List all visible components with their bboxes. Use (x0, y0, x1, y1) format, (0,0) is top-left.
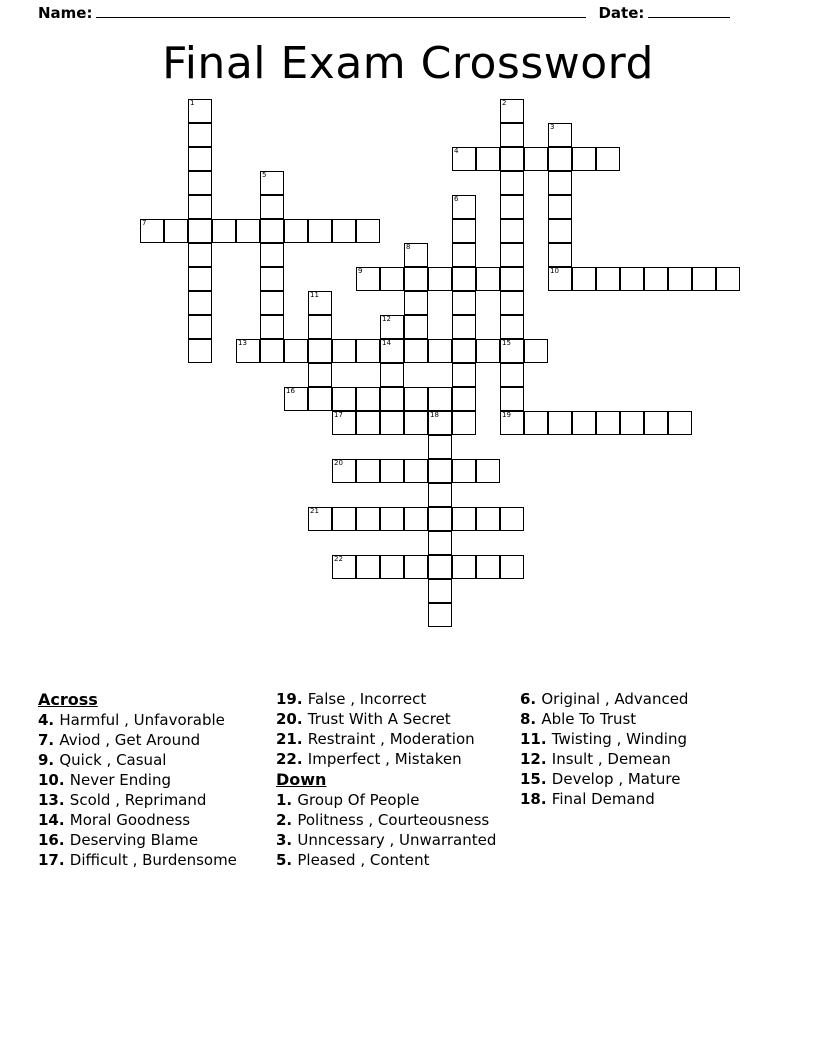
across-heading: Across (38, 690, 98, 709)
student-info-line (38, 0, 778, 22)
crossword-cell[interactable] (260, 219, 284, 243)
clue-text: Original , Advanced (541, 690, 689, 708)
cell-number: 12 (382, 315, 391, 323)
crossword-cell[interactable] (500, 195, 524, 219)
crossword-cell[interactable] (380, 387, 404, 411)
crossword-cell[interactable] (428, 579, 452, 603)
crossword-cell[interactable] (188, 219, 212, 243)
clue-text: Develop , Mature (551, 770, 681, 788)
crossword-cell[interactable] (452, 147, 476, 171)
clue-item (520, 710, 764, 729)
crossword-cell[interactable] (476, 147, 500, 171)
clue-text: Quick , Casual (59, 751, 167, 769)
clue-text: Pleased , Content (297, 851, 430, 869)
crossword-cell[interactable] (188, 267, 212, 291)
crossword-cell[interactable] (524, 411, 548, 435)
crossword-cell[interactable] (380, 339, 404, 363)
crossword-cell[interactable] (332, 339, 356, 363)
cell-number: 13 (238, 339, 247, 347)
crossword-cell[interactable] (380, 411, 404, 435)
clue-number: 19. (276, 690, 308, 708)
crossword-cell[interactable] (356, 267, 380, 291)
crossword-cell[interactable] (644, 411, 668, 435)
clue-number: 15. (520, 770, 552, 788)
crossword-cell[interactable] (524, 339, 548, 363)
crossword-cell[interactable] (452, 243, 476, 267)
clue-item (38, 771, 270, 790)
clue-number: 10. (38, 771, 70, 789)
clue-text: Trust With A Secret (307, 710, 451, 728)
crossword-cell[interactable] (572, 411, 596, 435)
crossword-cell[interactable] (476, 267, 500, 291)
clue-number: 4. (38, 711, 60, 729)
crossword-cell[interactable] (188, 147, 212, 171)
crossword-cell[interactable] (500, 243, 524, 267)
cell-number: 20 (334, 459, 343, 467)
clue-item (276, 730, 514, 749)
clue-text: Imperfect , Mistaken (307, 750, 462, 768)
clue-item (38, 791, 270, 810)
clue-text: Harmful , Unfavorable (59, 711, 225, 729)
crossword-cell[interactable] (380, 555, 404, 579)
crossword-cell[interactable] (404, 459, 428, 483)
crossword-cell[interactable] (356, 507, 380, 531)
crossword-cell[interactable] (380, 315, 404, 339)
crossword-cell[interactable] (548, 195, 572, 219)
crossword-cell[interactable] (260, 267, 284, 291)
crossword-cell[interactable] (500, 291, 524, 315)
crossword-cell[interactable] (356, 411, 380, 435)
clue-item (276, 750, 514, 769)
crossword-grid[interactable] (38, 99, 778, 659)
crossword-cell[interactable] (428, 267, 452, 291)
crossword-cell[interactable] (260, 291, 284, 315)
cell-number: 11 (310, 291, 319, 299)
clue-number: 12. (520, 750, 552, 768)
crossword-cell[interactable] (332, 387, 356, 411)
cell-number: 22 (334, 555, 343, 563)
crossword-cell[interactable] (476, 507, 500, 531)
clue-text: Politness , Courteousness (297, 811, 490, 829)
crossword-cell[interactable] (188, 195, 212, 219)
crossword-cell[interactable] (236, 339, 260, 363)
crossword-cell[interactable] (428, 435, 452, 459)
clue-number: 2. (276, 811, 298, 829)
crossword-cell[interactable] (164, 219, 188, 243)
cell-number: 17 (334, 411, 343, 419)
cell-number: 2 (502, 99, 507, 107)
crossword-cell[interactable] (452, 363, 476, 387)
crossword-cell[interactable] (500, 171, 524, 195)
crossword-cell[interactable] (308, 219, 332, 243)
crossword-cell[interactable] (428, 555, 452, 579)
clue-number: 21. (276, 730, 308, 748)
clue-text: Able To Trust (541, 710, 637, 728)
crossword-cell[interactable] (188, 291, 212, 315)
clue-text: Scold , Reprimand (69, 791, 207, 809)
crossword-cell[interactable] (380, 459, 404, 483)
crossword-cell[interactable] (452, 267, 476, 291)
crossword-cell[interactable] (380, 363, 404, 387)
crossword-cell[interactable] (500, 507, 524, 531)
cell-number: 14 (382, 339, 391, 347)
crossword-cell[interactable] (404, 315, 428, 339)
crossword-cell[interactable] (308, 339, 332, 363)
crossword-cell[interactable] (476, 339, 500, 363)
crossword-cell[interactable] (308, 291, 332, 315)
clue-item (276, 851, 514, 870)
crossword-cell[interactable] (212, 219, 236, 243)
crossword-cell[interactable] (548, 171, 572, 195)
clue-text: Moral Goodness (69, 811, 191, 829)
crossword-cell[interactable] (308, 363, 332, 387)
crossword-cell[interactable] (260, 339, 284, 363)
crossword-cell[interactable] (428, 507, 452, 531)
crossword-cell[interactable] (404, 411, 428, 435)
cell-number: 21 (310, 507, 319, 515)
name-label: Name: (38, 4, 93, 22)
crossword-cell[interactable] (644, 267, 668, 291)
clue-column-1 (38, 690, 276, 871)
clue-number: 7. (38, 731, 60, 749)
name-write-line[interactable] (96, 7, 586, 18)
clue-number: 18. (520, 790, 552, 808)
clue-item (276, 811, 514, 830)
date-label: Date: (598, 4, 645, 22)
crossword-cell[interactable] (260, 171, 284, 195)
crossword-cell[interactable] (452, 387, 476, 411)
crossword-cell[interactable] (500, 123, 524, 147)
crossword-cell[interactable] (668, 267, 692, 291)
clue-text: Restraint , Moderation (307, 730, 475, 748)
crossword-cell[interactable] (452, 291, 476, 315)
crossword-cell[interactable] (236, 219, 260, 243)
crossword-cell[interactable] (188, 315, 212, 339)
crossword-cell[interactable] (572, 147, 596, 171)
crossword-cell[interactable] (428, 459, 452, 483)
crossword-cell[interactable] (452, 507, 476, 531)
crossword-cell[interactable] (500, 219, 524, 243)
cell-number: 9 (358, 267, 363, 275)
clue-number: 11. (520, 730, 552, 748)
clue-item (520, 790, 764, 809)
clue-number: 6. (520, 690, 542, 708)
crossword-cell[interactable] (188, 243, 212, 267)
crossword-cell[interactable] (356, 339, 380, 363)
clue-item (276, 831, 514, 850)
crossword-cell[interactable] (500, 363, 524, 387)
clue-item (520, 770, 764, 789)
crossword-cell[interactable] (500, 411, 524, 435)
crossword-cell[interactable] (284, 387, 308, 411)
crossword-cell[interactable] (356, 387, 380, 411)
clue-item (38, 751, 270, 770)
crossword-cell[interactable] (596, 147, 620, 171)
crossword-cell[interactable] (260, 243, 284, 267)
crossword-cell[interactable] (500, 339, 524, 363)
clue-item (276, 791, 514, 810)
cell-number: 6 (454, 195, 459, 203)
crossword-cell[interactable] (452, 411, 476, 435)
crossword-cell[interactable] (596, 267, 620, 291)
crossword-cell[interactable] (548, 411, 572, 435)
crossword-cell[interactable] (380, 267, 404, 291)
clue-text: Difficult , Burdensome (69, 851, 237, 869)
crossword-cell[interactable] (500, 315, 524, 339)
down-heading: Down (276, 770, 327, 789)
clue-item (38, 851, 270, 870)
crossword-cell[interactable] (284, 339, 308, 363)
clue-number: 14. (38, 811, 70, 829)
clue-number: 5. (276, 851, 298, 869)
clue-item (520, 750, 764, 769)
clue-number: 16. (38, 831, 70, 849)
crossword-cell[interactable] (500, 267, 524, 291)
clue-item (38, 731, 270, 750)
crossword-cell[interactable] (332, 507, 356, 531)
crossword-cell[interactable] (452, 339, 476, 363)
crossword-cell[interactable] (260, 195, 284, 219)
crossword-cell[interactable] (548, 243, 572, 267)
crossword-cell[interactable] (452, 219, 476, 243)
crossword-cell[interactable] (260, 315, 284, 339)
clue-text: False , Incorrect (307, 690, 427, 708)
crossword-cell[interactable] (140, 219, 164, 243)
clue-column-3 (520, 690, 770, 871)
cell-number: 10 (550, 267, 559, 275)
crossword-cell[interactable] (404, 267, 428, 291)
crossword-cell[interactable] (188, 339, 212, 363)
cell-number: 5 (262, 171, 267, 179)
crossword-cell[interactable] (476, 459, 500, 483)
cell-number: 16 (286, 387, 295, 395)
crossword-cell[interactable] (404, 387, 428, 411)
crossword-cell[interactable] (548, 219, 572, 243)
crossword-cell[interactable] (548, 267, 572, 291)
cell-number: 8 (406, 243, 411, 251)
cell-number: 15 (502, 339, 511, 347)
clue-text: Final Demand (551, 790, 655, 808)
crossword-cell[interactable] (452, 315, 476, 339)
crossword-cell[interactable] (548, 147, 572, 171)
crossword-cell[interactable] (476, 555, 500, 579)
crossword-cell[interactable] (428, 531, 452, 555)
clue-number: 22. (276, 750, 308, 768)
crossword-cell[interactable] (692, 267, 716, 291)
crossword-cell[interactable] (452, 555, 476, 579)
crossword-cell[interactable] (716, 267, 740, 291)
crossword-cell[interactable] (500, 387, 524, 411)
cell-number: 1 (190, 99, 195, 107)
clue-text: Unncessary , Unwarranted (297, 831, 497, 849)
clue-number: 20. (276, 710, 308, 728)
crossword-cell[interactable] (356, 459, 380, 483)
crossword-cell[interactable] (500, 99, 524, 123)
clue-text: Deserving Blame (69, 831, 199, 849)
clue-text: Aviod , Get Around (59, 731, 201, 749)
crossword-cell[interactable] (284, 219, 308, 243)
clue-number: 17. (38, 851, 70, 869)
crossword-cell[interactable] (332, 219, 356, 243)
crossword-cell[interactable] (332, 411, 356, 435)
clue-number: 3. (276, 831, 298, 849)
cell-number: 3 (550, 123, 555, 131)
clue-text: Twisting , Winding (551, 730, 688, 748)
crossword-cell[interactable] (188, 171, 212, 195)
date-write-line[interactable] (648, 7, 730, 18)
clue-text: Insult , Demean (551, 750, 671, 768)
cell-number: 19 (502, 411, 511, 419)
clue-item (276, 710, 514, 729)
clue-lists (38, 690, 778, 871)
crossword-cell[interactable] (596, 411, 620, 435)
crossword-cell[interactable] (332, 459, 356, 483)
crossword-cell[interactable] (404, 555, 428, 579)
crossword-cell[interactable] (500, 147, 524, 171)
clue-text: Group Of People (297, 791, 420, 809)
crossword-cell[interactable] (404, 291, 428, 315)
crossword-cell[interactable] (452, 459, 476, 483)
page-title: Final Exam Crossword (162, 38, 654, 89)
clue-text: Never Ending (69, 771, 171, 789)
clue-item (38, 811, 270, 830)
crossword-cell[interactable] (428, 339, 452, 363)
crossword-cell[interactable] (428, 411, 452, 435)
clue-item (38, 831, 270, 850)
cell-number: 18 (430, 411, 439, 419)
crossword-cell[interactable] (308, 315, 332, 339)
clue-item (520, 690, 764, 709)
crossword-cell[interactable] (332, 555, 356, 579)
crossword-cell[interactable] (404, 507, 428, 531)
crossword-cell[interactable] (548, 123, 572, 147)
cell-number: 7 (142, 219, 147, 227)
clue-number: 9. (38, 751, 60, 769)
crossword-cell[interactable] (356, 555, 380, 579)
crossword-cell[interactable] (308, 387, 332, 411)
crossword-cell[interactable] (404, 243, 428, 267)
crossword-cell[interactable] (380, 507, 404, 531)
clue-column-2 (276, 690, 520, 871)
crossword-cell[interactable] (428, 603, 452, 627)
crossword-cell[interactable] (356, 219, 380, 243)
crossword-cell[interactable] (188, 99, 212, 123)
crossword-cell[interactable] (188, 123, 212, 147)
clue-number: 8. (520, 710, 542, 728)
crossword-cell[interactable] (308, 507, 332, 531)
crossword-cell[interactable] (572, 267, 596, 291)
cell-number: 4 (454, 147, 459, 155)
crossword-cell[interactable] (428, 387, 452, 411)
crossword-cell[interactable] (668, 411, 692, 435)
crossword-cell[interactable] (524, 147, 548, 171)
clue-item (520, 730, 764, 749)
crossword-cell[interactable] (620, 411, 644, 435)
crossword-cell[interactable] (404, 339, 428, 363)
crossword-cell[interactable] (428, 483, 452, 507)
crossword-cell[interactable] (452, 195, 476, 219)
clue-item (276, 690, 514, 709)
clue-item (38, 711, 270, 730)
crossword-cell[interactable] (500, 555, 524, 579)
clue-number: 1. (276, 791, 298, 809)
crossword-cell[interactable] (620, 267, 644, 291)
clue-number: 13. (38, 791, 70, 809)
